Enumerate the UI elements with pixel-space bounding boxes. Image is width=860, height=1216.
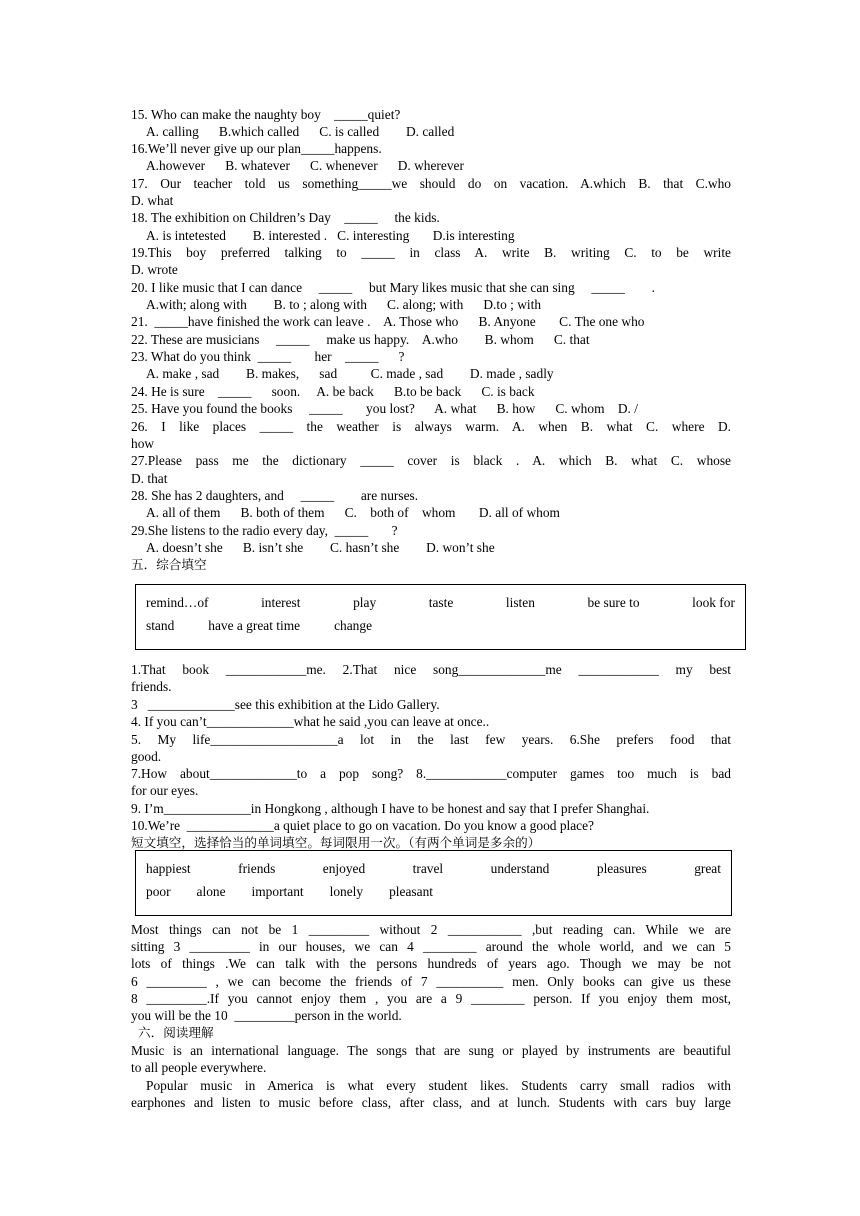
fill-blank-line: 1.That book ____________me. 2.That nice song_____________me ____________ my best <box>131 662 731 677</box>
question-line: 29.She listens to the radio every day, _____ ? <box>131 523 398 538</box>
question-line: 17. Our teacher told us something_____we should do on vacation. A.which B. that C.who <box>131 176 731 191</box>
question-line: A. is intetested B. interested . C. interesting D.is interesting <box>146 228 515 243</box>
question-line: 27.Please pass me the dictionary _____ cover is black . A. which B. what C. whose <box>131 453 731 468</box>
cloze-instruction: 短文填空，选择恰当的单词填空。每词限用一次。（有两个单词是多余的） <box>131 835 541 850</box>
word-bank-item: friends <box>238 861 276 876</box>
question-line: 24. He is sure _____ soon. A. be back B.to be back C. is back <box>131 384 535 399</box>
fill-blank-line: good. <box>131 749 162 764</box>
word-bank-item: understand <box>490 861 550 876</box>
fill-blank-line: for our eyes. <box>131 783 199 798</box>
fill-blank-line: 9. I’m_____________in Hongkong , although I have to be honest and say that I prefer Shanghai. <box>131 801 650 816</box>
word-bank-item: change <box>334 618 373 633</box>
question-line: 23. What do you think _____ her _____ ? <box>131 349 405 364</box>
word-bank-item: poor <box>146 884 171 899</box>
word-bank-item: listen <box>505 595 535 610</box>
reading-line: Music is an international language. The songs that are sung or played by instruments are beautiful <box>131 1043 731 1058</box>
question-line: 20. I like music that I can dance _____ but Mary likes music that she can sing _____ . <box>131 280 655 295</box>
question-line: A.with; along with B. to ; along with C. along; with D.to ; with <box>146 297 542 312</box>
question-line: 18. The exhibition on Children’s Day _____ the kids. <box>131 210 440 225</box>
word-bank-item: enjoyed <box>322 861 366 876</box>
question-line: A. all of them B. both of them C. both of whom D. all of whom <box>146 505 560 520</box>
word-bank-box-1 <box>135 584 746 650</box>
question-line: D. wrote <box>131 262 178 277</box>
section-five-title: 五．综合填空 <box>131 557 207 572</box>
cloze-line: you will be the 10 _________person in the world. <box>131 1008 402 1023</box>
question-line: A. make , sad B. makes, sad C. made , sad D. made , sadly <box>146 366 554 381</box>
word-bank-row <box>146 861 721 877</box>
word-bank-item: pleasures <box>596 861 647 876</box>
question-line: A. doesn’t she B. isn’t she C. hasn’t she D. won’t she <box>146 540 495 555</box>
word-bank-row <box>146 595 735 611</box>
cloze-line: Most things can not be 1 _________ without 2 ___________ ,but reading can. While we are <box>131 922 731 937</box>
word-bank-item: be sure to <box>587 595 640 610</box>
word-bank-item: pleasant <box>389 884 433 899</box>
word-bank-item: play <box>353 595 377 610</box>
word-bank-item: remind…of <box>146 595 209 610</box>
question-line: 22. These are musicians _____ make us happy. A.who B. whom C. that <box>131 332 590 347</box>
word-bank-box-2 <box>135 850 732 916</box>
word-bank-item: stand <box>146 618 175 633</box>
question-line: D. that <box>131 471 168 486</box>
fill-blank-line: 10.We’re _____________a quiet place to go on vacation. Do you know a good place? <box>131 818 595 833</box>
reading-line: earphones and listen to music before class, after class, and at lunch. Students with cars buy large <box>131 1095 731 1110</box>
question-line: D. what <box>131 193 174 208</box>
word-bank-item: interest <box>261 595 301 610</box>
fill-blank-line: 4. If you can’t_____________what he said ,you can leave at once.. <box>131 714 490 729</box>
fill-blank-line: 7.How about_____________to a pop song? 8.____________computer games too much is bad <box>131 766 731 781</box>
fill-blank-line: 5. My life___________________a lot in the last few years. 6.She prefers food that <box>131 732 731 747</box>
cloze-line: lots of things .We can talk with the persons hundreds of years ago. Though we may be not <box>131 956 731 971</box>
word-bank-item: taste <box>428 595 454 610</box>
word-bank-item: alone <box>196 884 226 899</box>
word-bank-item: look for <box>692 595 735 610</box>
fill-blank-line: friends. <box>131 679 172 694</box>
question-line: 16.We’ll never give up our plan_____happens. <box>131 141 382 156</box>
cloze-line: 8 _________.If you cannot enjoy them , you are a 9 ________ person. If you enjoy them most, <box>131 991 731 1006</box>
cloze-line: sitting 3 _________ in our houses, we can 4 ________ around the whole world, and we can 5 <box>131 939 731 954</box>
question-line: 15. Who can make the naughty boy _____quiet? <box>131 107 401 122</box>
reading-line: to all people everywhere. <box>131 1060 267 1075</box>
word-bank-item: happiest <box>146 861 191 876</box>
section-six-title: 六．阅读理解 <box>138 1025 214 1040</box>
question-line: 28. She has 2 daughters, and _____ are nurses. <box>131 488 419 503</box>
question-line: 19.This boy preferred talking to _____ in class A. write B. writing C. to be write <box>131 245 731 260</box>
word-bank-row <box>146 884 433 900</box>
word-bank-row <box>146 618 372 634</box>
question-line: A. calling B.which called C. is called D. called <box>146 124 455 139</box>
question-line: how <box>131 436 155 451</box>
word-bank-item: great <box>694 861 721 876</box>
word-bank-item: important <box>251 884 304 899</box>
word-bank-item: lonely <box>329 884 364 899</box>
question-line: 21. _____have finished the work can leave . A. Those who B. Anyone C. The one who <box>131 314 645 329</box>
fill-blank-line: 3 _____________see this exhibition at the Lido Gallery. <box>131 697 440 712</box>
word-bank-item: have a great time <box>208 618 301 633</box>
cloze-line: 6 _________ , we can become the friends of 7 __________ men. Only books can give us these <box>131 974 731 989</box>
question-line: 25. Have you found the books _____ you lost? A. what B. how C. whom D. / <box>131 401 638 416</box>
question-line: A.however B. whatever C. whenever D. wherever <box>146 158 464 173</box>
word-bank-item: travel <box>412 861 444 876</box>
question-line: 26. I like places _____ the weather is always warm. A. when B. what C. where D. <box>131 419 731 434</box>
reading-line: Popular music in America is what every student likes. Students carry small radios with <box>146 1078 731 1093</box>
